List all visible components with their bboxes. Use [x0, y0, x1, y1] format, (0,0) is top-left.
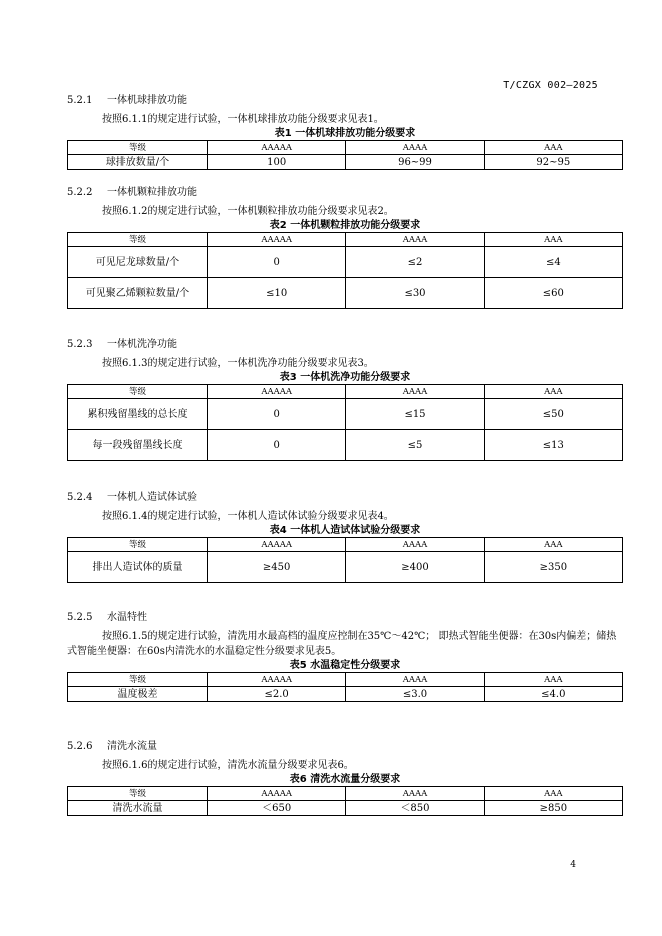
- table-row: [68, 155, 623, 170]
- table-cell: 温度极差: [68, 687, 208, 702]
- table-caption: 表5 水温稳定性分级要求: [289, 660, 401, 671]
- section-5-2-5: [67, 609, 623, 702]
- table-header-row: [68, 538, 623, 552]
- table-cell: ≤15: [346, 399, 484, 430]
- table-cell: 每一段残留墨线长度: [68, 430, 208, 461]
- table-cell: 球排放数量/个: [68, 155, 208, 170]
- section-5-2-6: [67, 738, 623, 816]
- table-cell: ≤10: [208, 278, 346, 309]
- table-row: [68, 247, 623, 278]
- section-number: 5.2.1: [67, 95, 93, 106]
- section-5-2-3: [67, 336, 623, 461]
- section-paragraph: 按照6.1.6的规定进行试验，清洗水流量分级要求见表6。: [102, 760, 354, 771]
- table-cell: 可见聚乙烯颗粒数量/个: [68, 278, 208, 309]
- table-caption: 表6 清洗水流量分级要求: [289, 774, 401, 785]
- table-cell: 0: [208, 430, 346, 461]
- header-cell: 等级: [68, 673, 208, 687]
- document-code: T/CZGX 002—2025: [503, 80, 598, 91]
- section-paragraph: 按照6.1.5的规定进行试验，清洗用水最高档的温度应控制在35℃～42℃； 即热式智能坐便器：在30s内偏差；储热式智能坐便器：在60s内清洗水的水温稳定性分级要求见表5。: [67, 631, 617, 657]
- section-title: 一体机颗粒排放功能: [107, 187, 197, 198]
- table-cell: ≤30: [346, 278, 484, 309]
- header-cell: 等级: [68, 538, 208, 552]
- table-cell: 0: [208, 247, 346, 278]
- table-row: [68, 430, 623, 461]
- table-cell: ≤60: [484, 278, 622, 309]
- table-cell: ≥450: [208, 552, 346, 583]
- header-cell: AAAA: [346, 141, 484, 155]
- header-cell: AAA: [484, 787, 622, 801]
- table-cell: 0: [208, 399, 346, 430]
- section-heading: [67, 738, 623, 754]
- header-cell: AAAAA: [208, 538, 346, 552]
- table-cell: ≤13: [484, 430, 622, 461]
- table-cell: ≤2.0: [208, 687, 346, 702]
- section-heading: [67, 609, 623, 625]
- section-5-2-2: [67, 184, 623, 309]
- header-cell: AAAA: [346, 787, 484, 801]
- section-5-2-1: [67, 92, 623, 170]
- section-title: 水温特性: [107, 612, 147, 623]
- table-header-row: [68, 141, 623, 155]
- table-row: [68, 687, 623, 702]
- header-cell: AAA: [484, 141, 622, 155]
- section-title: 一体机球排放功能: [107, 95, 187, 106]
- header-cell: AAA: [484, 233, 622, 247]
- section-title: 一体机人造试体试验: [107, 492, 197, 503]
- section-heading: [67, 489, 623, 505]
- section-paragraph: 按照6.1.2的规定进行试验，一体机颗粒排放功能分级要求见表2。: [102, 206, 394, 217]
- table-cell: ≥350: [484, 552, 622, 583]
- table-header-row: [68, 787, 623, 801]
- header-cell: AAAA: [346, 673, 484, 687]
- header-cell: 等级: [68, 233, 208, 247]
- grade-table-3: [67, 384, 623, 461]
- table-cell: 100: [208, 155, 346, 170]
- header-cell: AAAAA: [208, 385, 346, 399]
- header-cell: AAAAA: [208, 141, 346, 155]
- grade-table-6: [67, 786, 623, 816]
- table-cell: ＜650: [208, 801, 346, 816]
- section-paragraph: 按照6.1.1的规定进行试验，一体机球排放功能分级要求见表1。: [102, 114, 384, 125]
- table-cell: ≤50: [484, 399, 622, 430]
- header-cell: AAAA: [346, 538, 484, 552]
- section-title: 清洗水流量: [107, 741, 157, 752]
- grade-table-5: [67, 672, 623, 702]
- table-caption: 表4 一体机人造试体试验分级要求: [269, 525, 421, 536]
- table-row: [68, 801, 623, 816]
- section-number: 5.2.3: [67, 339, 93, 350]
- table-cell: ≥400: [346, 552, 484, 583]
- header-cell: AAAAA: [208, 233, 346, 247]
- table-cell: ≤4: [484, 247, 622, 278]
- section-heading: [67, 336, 623, 352]
- header-cell: AAA: [484, 385, 622, 399]
- header-cell: AAAAA: [208, 787, 346, 801]
- grade-table-2: [67, 232, 623, 309]
- header-cell: 等级: [68, 141, 208, 155]
- section-5-2-4: [67, 489, 623, 583]
- header-cell: AAA: [484, 673, 622, 687]
- table-header-row: [68, 385, 623, 399]
- table-cell: 累积残留墨线的总长度: [68, 399, 208, 430]
- section-number: 5.2.2: [67, 187, 93, 198]
- section-number: 5.2.4: [67, 492, 93, 503]
- header-cell: AAAA: [346, 233, 484, 247]
- header-cell: AAA: [484, 538, 622, 552]
- table-cell: ＜850: [346, 801, 484, 816]
- section-paragraph: 按照6.1.3的规定进行试验，一体机洗净功能分级要求见表3。: [102, 358, 374, 369]
- section-title: 一体机洗净功能: [107, 339, 177, 350]
- table-row: [68, 278, 623, 309]
- header-cell: 等级: [68, 385, 208, 399]
- header-cell: AAAA: [346, 385, 484, 399]
- grade-table-1: [67, 140, 623, 170]
- table-cell: 92~95: [484, 155, 622, 170]
- table-cell: 清洗水流量: [68, 801, 208, 816]
- table-header-row: [68, 233, 623, 247]
- table-cell: ≤5: [346, 430, 484, 461]
- table-cell: ≤4.0: [484, 687, 622, 702]
- section-paragraph: 按照6.1.4的规定进行试验，一体机人造试体试验分级要求见表4。: [102, 511, 394, 522]
- table-cell: ≥850: [484, 801, 622, 816]
- table-cell: 排出人造试体的质量: [68, 552, 208, 583]
- section-number: 5.2.6: [67, 741, 93, 752]
- table-header-row: [68, 673, 623, 687]
- page-number: 4: [570, 860, 576, 870]
- table-caption: 表1 一体机球排放功能分级要求: [274, 128, 416, 139]
- table-cell: 96~99: [346, 155, 484, 170]
- table-row: [68, 552, 623, 583]
- table-cell: 可见尼龙球数量/个: [68, 247, 208, 278]
- table-row: [68, 399, 623, 430]
- table-caption: 表2 一体机颗粒排放功能分级要求: [269, 220, 421, 231]
- section-heading: [67, 92, 623, 108]
- header-cell: AAAAA: [208, 673, 346, 687]
- header-cell: 等级: [68, 787, 208, 801]
- table-cell: ≤2: [346, 247, 484, 278]
- table-caption: 表3 一体机洗净功能分级要求: [279, 372, 411, 383]
- section-number: 5.2.5: [67, 612, 93, 623]
- grade-table-4: [67, 537, 623, 583]
- section-heading: [67, 184, 623, 200]
- table-cell: ≤3.0: [346, 687, 484, 702]
